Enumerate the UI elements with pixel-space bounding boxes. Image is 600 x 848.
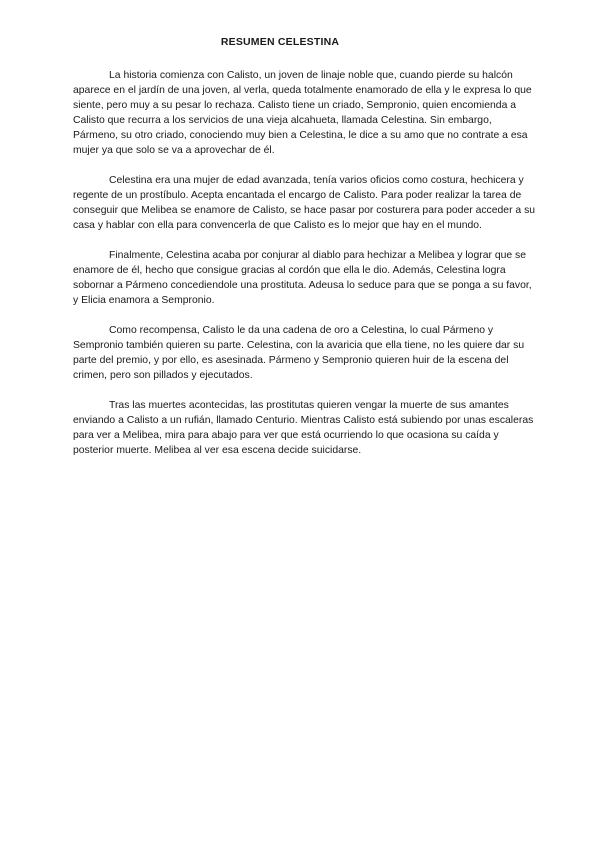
document-body (73, 68, 537, 473)
paragraph-4: Como recompensa, Calisto le da una cadena de oro a Celestina, lo cual Pármeno y Sempronio también quieren su parte. Celestina, con la avaricia que ella tiene, no les quiere dar su parte del premio, y por ello, es asesinada. Pármeno y Sempronio quieren huir de la escena del crimen, pero son pillados y ejecutados. (73, 325, 525, 381)
paragraph-3: Finalmente, Celestina acaba por conjurar al diablo para hechizar a Melibea y lograr que se enamore de él, hecho que consigue gracias al cordón que ella le dio. Además, Celestina logra sobornar a Pármeno concediendole una prostituta. Adeusa lo seduce para que se ponga a su favor, y Elicia enamora a Sempronio. (73, 250, 532, 306)
paragraph-5: Tras las muertes acontecidas, las prostitutas quieren vengar la muerte de sus amantes enviando a Calisto a un rufián, llamado Centurio. Mientras Calisto está subiendo por unas escaleras para ver a Melibea, mira para abajo para ver que está ocurriendo lo que ocasiona su caída y posterior muerte. Melibea al ver esa escena decide suicidarse. (73, 400, 534, 456)
paragraph-1: La historia comienza con Calisto, un joven de linaje noble que, cuando pierde su halcón aparece en el jardín de una joven, al verla, queda totalmente enamorado de ella y le expresa lo que siente, pero muy a su pesar lo rechaza. Calisto tiene un criado, Sempronio, quien encomienda a Calisto que recurra a los servicios de una vieja alcahueta, llamada Celestina. Sin embargo, Pármeno, su otro criado, conociendo muy bien a Celestina, le dice a su amo que no contrate a esa mujer ya que solo se va a aprovechar de él. (73, 70, 532, 156)
paragraph-2: Celestina era una mujer de edad avanzada, tenía varios oficios como costura, hechicera y regente de un prostíbulo. Acepta encantada el encargo de Calisto. Para poder realizar la tarea de conseguir que Melibea se enamore de Calisto, se hace pasar por costurera para poder acceder a su casa y hablar con ella para convencerla de que Calisto es lo mejor que hay en el mundo. (73, 175, 536, 231)
document-title: RESUMEN CELESTINA (220, 36, 340, 48)
